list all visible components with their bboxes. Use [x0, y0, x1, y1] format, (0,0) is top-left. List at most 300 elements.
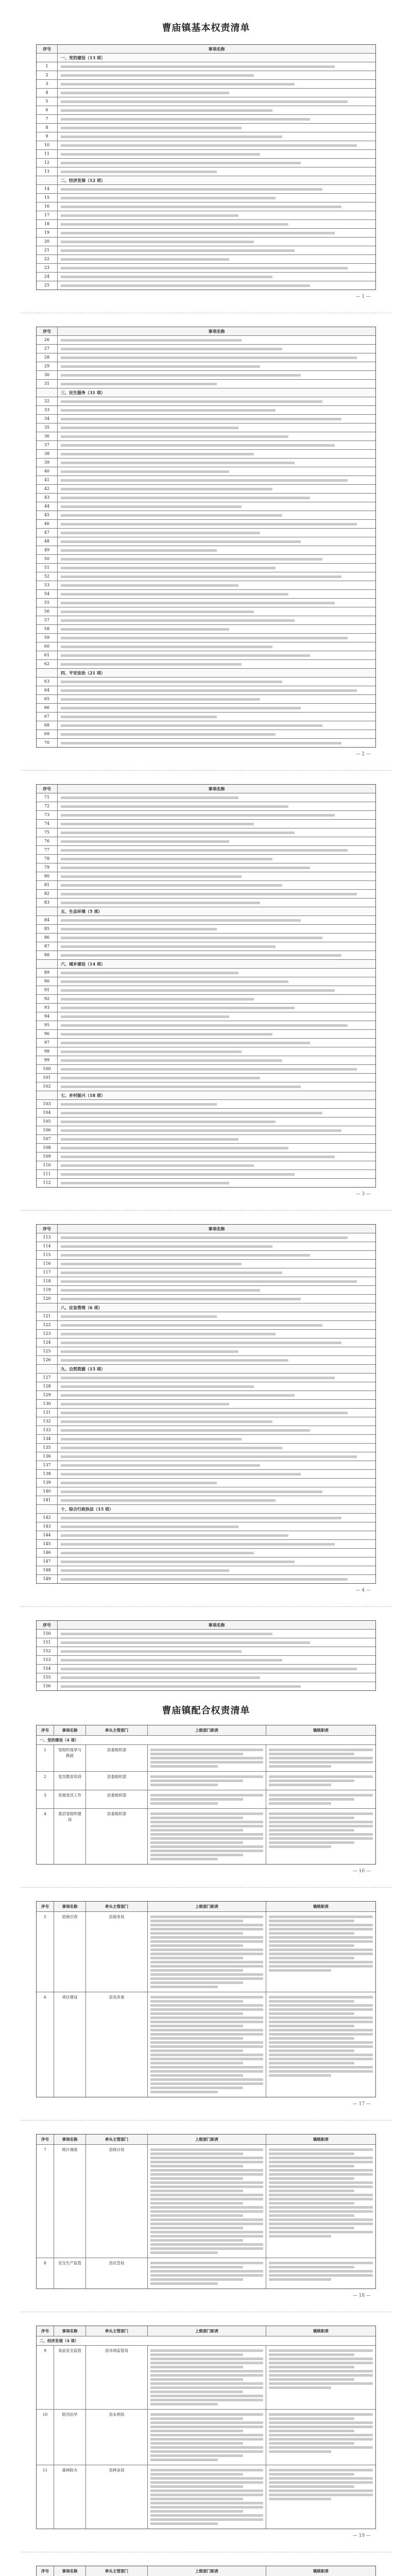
page-number: — 4 — [355, 1588, 371, 1593]
row-number: 94 [37, 1012, 58, 1021]
row-item [58, 362, 375, 370]
page-number: — 3 — [355, 1192, 371, 1197]
row-number: 120 [37, 1295, 58, 1303]
text-lines [150, 1916, 263, 1988]
row-number: 70 [37, 739, 58, 747]
table-row [37, 1638, 375, 1647]
row-item [58, 1444, 375, 1452]
row-number: 138 [37, 1470, 58, 1478]
coop-row [37, 1790, 375, 1808]
row-number: 130 [37, 1400, 58, 1408]
row-item [58, 1435, 375, 1443]
text-line [61, 1182, 229, 1184]
coop-section-row [37, 1735, 375, 1744]
text-line [61, 497, 310, 499]
text-line [61, 1569, 229, 1572]
row-number: 115 [37, 1251, 58, 1259]
header-town-duty: 镇级职责 [313, 2137, 329, 2142]
row-number: 41 [37, 476, 58, 484]
row-number: 36 [37, 432, 58, 440]
row-item [58, 529, 375, 537]
row-number: 125 [37, 1347, 58, 1355]
table-row [37, 1320, 375, 1329]
row-number: 146 [37, 1549, 58, 1557]
text-line [61, 1377, 335, 1379]
text-line [61, 1121, 276, 1123]
text-line [61, 1077, 260, 1079]
row-item [58, 572, 375, 581]
row-number: 81 [37, 881, 58, 889]
row-item [58, 651, 375, 659]
coop-row-town [266, 2258, 375, 2289]
text-line [61, 1473, 301, 1476]
row-number: 27 [37, 345, 58, 353]
row-number: 5 [37, 97, 58, 106]
row-number: 90 [37, 977, 58, 986]
coop-table-4 [36, 2326, 376, 2529]
table-row [37, 1531, 375, 1539]
row-item [58, 1496, 375, 1504]
coop-row-lead: 县委组织部 [86, 1790, 148, 1808]
text-line [61, 409, 276, 412]
coop-row-lead: 县商务局 [86, 1912, 148, 1992]
text-line [61, 109, 272, 112]
coop-section-row [37, 2336, 375, 2345]
row-item [58, 1170, 375, 1178]
row-number: 54 [37, 590, 58, 598]
text-line [61, 1650, 242, 1653]
row-number: 75 [37, 828, 58, 837]
section-no-cell [37, 1091, 58, 1099]
row-number: 96 [37, 1030, 58, 1038]
row-item [58, 925, 375, 933]
text-line [61, 1164, 254, 1167]
table-row [37, 712, 375, 721]
row-item [58, 872, 375, 880]
row-number: 98 [37, 1047, 58, 1056]
table-header-row [37, 785, 375, 793]
row-number: 24 [37, 273, 58, 281]
text-line [61, 1668, 357, 1670]
table-row [37, 916, 375, 924]
page-number: — 16 — [352, 1869, 371, 1874]
row-item [58, 1074, 375, 1082]
row-item [58, 1321, 375, 1329]
row-number: 23 [37, 264, 58, 272]
text-line [61, 348, 282, 350]
table-row [37, 1178, 375, 1187]
section-row [37, 1091, 375, 1099]
row-number: 35 [37, 423, 58, 432]
row-item [58, 537, 375, 546]
header-lead-dept: 牵头主管部门 [86, 2326, 148, 2336]
section-no-cell [37, 176, 58, 184]
coop-row-no: 7 [37, 2145, 54, 2258]
table-row [37, 819, 375, 828]
row-item [58, 1039, 375, 1047]
row-item [58, 1065, 375, 1073]
table-row [37, 1038, 375, 1047]
text-line [61, 400, 322, 403]
row-number: 8 [37, 124, 58, 132]
table-row [37, 219, 375, 228]
table-row [37, 79, 375, 88]
table-row [37, 1522, 375, 1531]
row-item [58, 1126, 375, 1134]
row-number: 65 [37, 695, 58, 703]
table-row [37, 1557, 375, 1566]
text-line [61, 549, 217, 552]
row-number: 45 [37, 511, 58, 519]
row-item [58, 1557, 375, 1566]
table-block-5 [36, 1620, 376, 1691]
table-row [37, 738, 375, 747]
row-item [58, 1470, 375, 1478]
text-lines [269, 1794, 373, 1805]
row-item [58, 124, 375, 132]
row-item [58, 1012, 375, 1021]
text-line [61, 1129, 341, 1132]
row-item [58, 1374, 375, 1382]
table-row [37, 1259, 375, 1268]
text-line [61, 83, 295, 86]
coop-row-dept [148, 2145, 266, 2258]
header-lead-dept: 牵头主管部门 [86, 1902, 148, 1911]
row-number: 39 [37, 459, 58, 467]
text-lines [269, 2413, 373, 2453]
section-row [37, 53, 375, 62]
table-row [37, 872, 375, 880]
text-line [61, 796, 238, 799]
text-line [61, 1420, 272, 1423]
coop-header-row [37, 2566, 375, 2576]
text-line [61, 1517, 341, 1519]
row-item [58, 1522, 375, 1531]
row-number: 18 [37, 220, 58, 228]
row-item [58, 793, 375, 802]
row-item [58, 246, 375, 255]
section-row [37, 388, 375, 397]
row-item [58, 820, 375, 828]
table-row [37, 1117, 375, 1126]
coop-row-town [266, 1745, 375, 1771]
text-lines [150, 2262, 263, 2285]
row-number: 49 [37, 546, 58, 554]
section-title: 五、生态环境（5 项） [61, 909, 102, 914]
row-item [58, 581, 375, 589]
row-item [58, 555, 375, 563]
text-lines [150, 1812, 263, 1860]
table-row [37, 237, 375, 246]
row-number: 52 [37, 572, 58, 581]
row-number: 148 [37, 1566, 58, 1574]
text-line [61, 1007, 295, 1009]
row-number: 4 [37, 89, 58, 97]
section-row [37, 1364, 375, 1373]
row-item [58, 899, 375, 907]
row-item [58, 1030, 375, 1038]
coop-row-town [266, 1790, 375, 1808]
table-row [37, 62, 375, 71]
table-row [37, 1329, 375, 1338]
table-row [37, 281, 375, 290]
page-divider [21, 1606, 391, 1607]
row-number: 68 [37, 721, 58, 730]
table-block-2 [36, 327, 376, 748]
coop-row-item: 食品安全监管 [54, 2346, 86, 2409]
row-item [58, 802, 375, 810]
text-line [61, 707, 301, 709]
row-number: 31 [37, 380, 58, 388]
text-line [61, 893, 357, 895]
row-number: 55 [37, 599, 58, 607]
row-number: 156 [37, 1682, 58, 1690]
coop-row-no: 6 [37, 1992, 54, 2097]
row-item [58, 811, 375, 819]
table-row [37, 633, 375, 642]
coop-row-item: 项目建设 [54, 1992, 86, 2097]
row-item [58, 1461, 375, 1469]
row-number: 32 [37, 397, 58, 405]
coop-title: 曹庙镇配合权责清单 [162, 1705, 250, 1716]
page-divider [21, 1887, 391, 1888]
row-item [58, 485, 375, 493]
text-line [61, 1156, 335, 1158]
row-item [58, 345, 375, 353]
table-row [37, 502, 375, 511]
row-item [58, 1673, 375, 1682]
row-number: 71 [37, 793, 58, 802]
row-number: 2 [37, 71, 58, 79]
row-number: 113 [37, 1233, 58, 1242]
text-line [61, 1438, 242, 1440]
row-item [58, 942, 375, 951]
table-row [37, 651, 375, 659]
row-number: 149 [37, 1575, 58, 1583]
table-row [37, 889, 375, 898]
text-line [61, 1138, 238, 1141]
coop-header-row [37, 2326, 375, 2336]
table-row [37, 986, 375, 994]
text-line [61, 144, 357, 147]
table-row [37, 379, 375, 388]
page-number: — 18 — [352, 2293, 371, 2298]
coop-row-item: 党组织选举与换届 [54, 1745, 86, 1771]
text-line [61, 1342, 341, 1344]
row-number: 66 [37, 704, 58, 712]
row-number: 62 [37, 660, 58, 668]
table-row [37, 511, 375, 519]
table-row [37, 1452, 375, 1461]
text-line [61, 65, 335, 68]
table-row [37, 1478, 375, 1487]
row-number: 143 [37, 1522, 58, 1531]
text-line [61, 1561, 295, 1563]
coop-row-dept [148, 1992, 266, 2097]
row-number: 58 [37, 625, 58, 633]
row-number: 11 [37, 150, 58, 158]
row-number: 12 [37, 159, 58, 167]
table-row [37, 1285, 375, 1294]
table-header-row [37, 327, 375, 335]
row-item [58, 1117, 375, 1126]
row-item [58, 616, 375, 624]
table-row [37, 1099, 375, 1108]
row-number: 46 [37, 520, 58, 528]
text-line [61, 1068, 357, 1071]
text-line [61, 505, 242, 508]
coop-row-dept [148, 1912, 266, 1992]
table-row [37, 1391, 375, 1399]
coop-row-no: 10 [37, 2410, 54, 2465]
row-number: 116 [37, 1260, 58, 1268]
table-row [37, 1629, 375, 1638]
text-line [61, 523, 357, 526]
table-row [37, 924, 375, 933]
text-line [61, 1059, 282, 1062]
table-row [37, 484, 375, 493]
coop-table-5 [36, 2566, 376, 2576]
table-row [37, 1242, 375, 1250]
row-number: 109 [37, 1153, 58, 1161]
text-line [61, 884, 282, 887]
table-row [37, 1417, 375, 1426]
text-line [61, 1578, 348, 1581]
table-row [37, 1021, 375, 1029]
row-number: 140 [37, 1487, 58, 1496]
table-row [37, 440, 375, 449]
row-item [58, 739, 375, 747]
text-line [61, 1324, 322, 1327]
table-row [37, 158, 375, 167]
coop-row-dept [148, 2465, 266, 2529]
section-title: 十、综合行政执法（15 项） [61, 1506, 113, 1512]
table-row [37, 994, 375, 1003]
row-number: 106 [37, 1126, 58, 1134]
table-row [37, 607, 375, 616]
row-item [58, 1417, 375, 1426]
row-number: 97 [37, 1039, 58, 1047]
text-line [61, 1289, 260, 1292]
row-number: 102 [37, 1082, 58, 1091]
row-number: 117 [37, 1268, 58, 1277]
text-line [61, 989, 335, 992]
row-number: 142 [37, 1514, 58, 1522]
coop-row-town [266, 2465, 375, 2529]
table-row [37, 554, 375, 563]
row-number: 153 [37, 1656, 58, 1664]
page-divider [21, 770, 391, 771]
row-item [58, 969, 375, 977]
row-number: 131 [37, 1409, 58, 1417]
coop-row-item: 招商引资 [54, 1912, 86, 1992]
row-number: 6 [37, 106, 58, 114]
row-item [58, 837, 375, 845]
row-item [58, 1549, 375, 1557]
row-item [58, 115, 375, 123]
text-line [61, 1412, 348, 1414]
table-row [37, 880, 375, 889]
row-number: 3 [37, 80, 58, 88]
header-town-duty: 镇级职责 [313, 2569, 329, 2573]
row-item [58, 642, 375, 651]
text-line [61, 742, 341, 744]
section-no-cell [37, 960, 58, 968]
table-row [37, 167, 375, 176]
table-row [37, 1487, 375, 1496]
row-number: 38 [37, 450, 58, 458]
table-row [37, 1312, 375, 1320]
text-line [61, 470, 229, 473]
text-line [61, 611, 254, 613]
page-number: — 1 — [355, 294, 371, 299]
text-line [61, 1103, 217, 1106]
text-line [61, 1042, 310, 1044]
coop-row-lead: 县林业局 [86, 2465, 148, 2529]
row-number: 139 [37, 1479, 58, 1487]
row-item [58, 167, 375, 176]
row-item [58, 951, 375, 959]
coop-row-lead: 县委组织部 [86, 1809, 148, 1864]
table-row [37, 1513, 375, 1522]
text-line [61, 1050, 242, 1053]
text-line [61, 1024, 348, 1027]
text-line [61, 223, 288, 226]
text-line [61, 814, 335, 817]
text-line [61, 339, 242, 342]
row-item [58, 863, 375, 872]
text-line [61, 1685, 301, 1688]
coop-row-no: 3 [37, 1790, 54, 1808]
table-row [37, 686, 375, 694]
section-row [37, 959, 375, 968]
row-number: 88 [37, 951, 58, 959]
text-line [61, 698, 260, 701]
table-row [37, 793, 375, 802]
coop-row [37, 1808, 375, 1864]
text-line [61, 365, 260, 368]
row-item [58, 625, 375, 633]
row-item [58, 607, 375, 616]
row-number: 67 [37, 713, 58, 721]
row-item [58, 1338, 375, 1347]
row-item [58, 141, 375, 149]
row-number: 78 [37, 855, 58, 863]
table-header-row [37, 1621, 375, 1629]
table-row [37, 272, 375, 281]
row-number: 155 [37, 1673, 58, 1682]
table-row [37, 228, 375, 237]
text-line [61, 575, 341, 578]
row-item [58, 686, 375, 694]
table-row [37, 1382, 375, 1391]
text-line [61, 453, 254, 455]
text-line [61, 1280, 357, 1283]
coop-row-no: 11 [37, 2465, 54, 2529]
row-item [58, 1268, 375, 1277]
coop-row-lead: 县委组织部 [86, 1772, 148, 1790]
coop-table-3 [36, 2134, 376, 2289]
text-line [61, 1394, 295, 1397]
text-lines [150, 1996, 263, 2093]
header-no: 序号 [37, 45, 58, 53]
header-no: 序号 [37, 2326, 54, 2336]
table-row [37, 255, 375, 263]
table-row [37, 968, 375, 977]
row-item [58, 255, 375, 263]
header-item: 事项名称 [54, 1902, 86, 1911]
table-row [37, 1233, 375, 1242]
